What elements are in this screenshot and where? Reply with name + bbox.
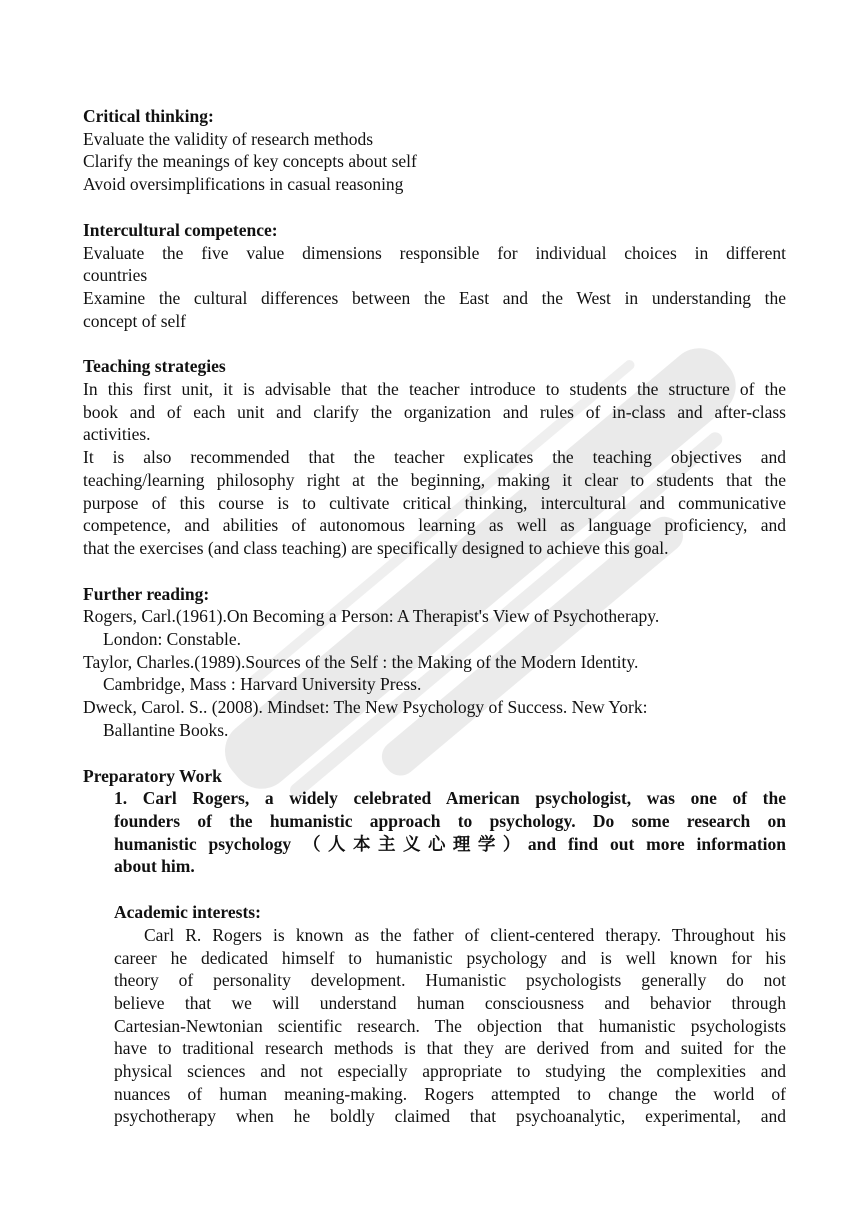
reference-line: Ballantine Books.	[103, 719, 229, 740]
heading-preparatory-work: Preparatory Work	[83, 765, 222, 786]
question-line: humanistic psychology （人本主义心理学）and find out more information	[114, 833, 786, 854]
interests-line: have to traditional research methods is that they are derived from and suited for the	[114, 1038, 786, 1059]
heading-teaching-strategies: Teaching strategies	[83, 356, 226, 377]
interests-line: theory of personality development. Humanistic psychologists generally do not	[114, 970, 786, 991]
intercultural-item-line: countries	[83, 265, 148, 286]
teaching-paragraph-line: In this first unit, it is advisable that the teacher introduce to students the structure of the	[83, 379, 786, 400]
interests-line: believe that we will understand human consciousness and behavior through	[114, 992, 786, 1013]
intercultural-item-line: Examine the cultural differences between the East and the West in understanding the	[83, 287, 786, 308]
reference-line: Dweck, Carol. S.. (2008). Mindset: The New Psychology of Success. New York:	[83, 697, 648, 718]
critical-item: Clarify the meanings of key concepts about self	[83, 151, 417, 172]
intercultural-item-line: concept of self	[83, 310, 187, 331]
reference-line: London: Constable.	[103, 629, 242, 650]
heading-academic-interests: Academic interests:	[114, 902, 261, 923]
teaching-paragraph-line: activities.	[83, 424, 151, 445]
critical-item: Evaluate the validity of research methods	[83, 128, 374, 149]
critical-item: Avoid oversimplifications in casual reasoning	[83, 174, 404, 195]
teaching-paragraph-line: competence, and abilities of autonomous learning as well as language proficiency, and	[83, 515, 786, 536]
heading-further-reading: Further reading:	[83, 583, 210, 604]
interests-line: psychotherapy when he boldly claimed that psychoanalytic, experimental, and	[114, 1106, 786, 1127]
heading-intercultural: Intercultural competence:	[83, 219, 278, 240]
preparatory-question	[114, 787, 786, 1128]
intercultural-item-line: Evaluate the five value dimensions responsible for individual choices in different	[83, 242, 786, 263]
reference-line: Taylor, Charles.(1989).Sources of the Self : the Making of the Modern Identity.	[83, 651, 639, 672]
reference-line: Rogers, Carl.(1961).On Becoming a Person: A Therapist's View of Psychotherapy.	[83, 606, 660, 627]
interests-line: nuances of human meaning-making. Rogers attempted to change the world of	[114, 1083, 786, 1104]
teaching-paragraph-line: that the exercises (and class teaching) are specifically designed to achieve this goal.	[83, 537, 669, 558]
reference-line: Cambridge, Mass : Harvard University Press.	[103, 674, 422, 695]
question-line: about him.	[114, 856, 195, 877]
question-line: founders of the humanistic approach to psychology. Do some research on	[114, 810, 786, 831]
interests-line: career he dedicated himself to humanistic psychology and is well known for his	[114, 947, 786, 968]
content-column	[83, 105, 786, 1128]
heading-critical-thinking: Critical thinking:	[83, 106, 214, 126]
interests-line: physical sciences and not especially appropriate to studying the complexities and	[114, 1061, 786, 1082]
teaching-paragraph-line: teaching/learning philosophy right at the beginning, making it clear to students that the	[83, 469, 786, 490]
question-line: 1. Carl Rogers, a widely celebrated American psychologist, was one of the	[114, 788, 786, 809]
interests-line: Cartesian-Newtonian scientific research. The objection that humanistic psychologists	[114, 1015, 786, 1036]
teaching-paragraph-line: It is also recommended that the teacher explicates the teaching objectives and	[83, 447, 786, 468]
teaching-paragraph-line: book and of each unit and clarify the organization and rules of in-class and after-class	[83, 401, 786, 422]
interests-line: Carl R. Rogers is known as the father of client-centered therapy. Throughout his	[144, 924, 786, 945]
teaching-paragraph-line: purpose of this course is to cultivate critical thinking, intercultural and communicative	[83, 492, 786, 513]
